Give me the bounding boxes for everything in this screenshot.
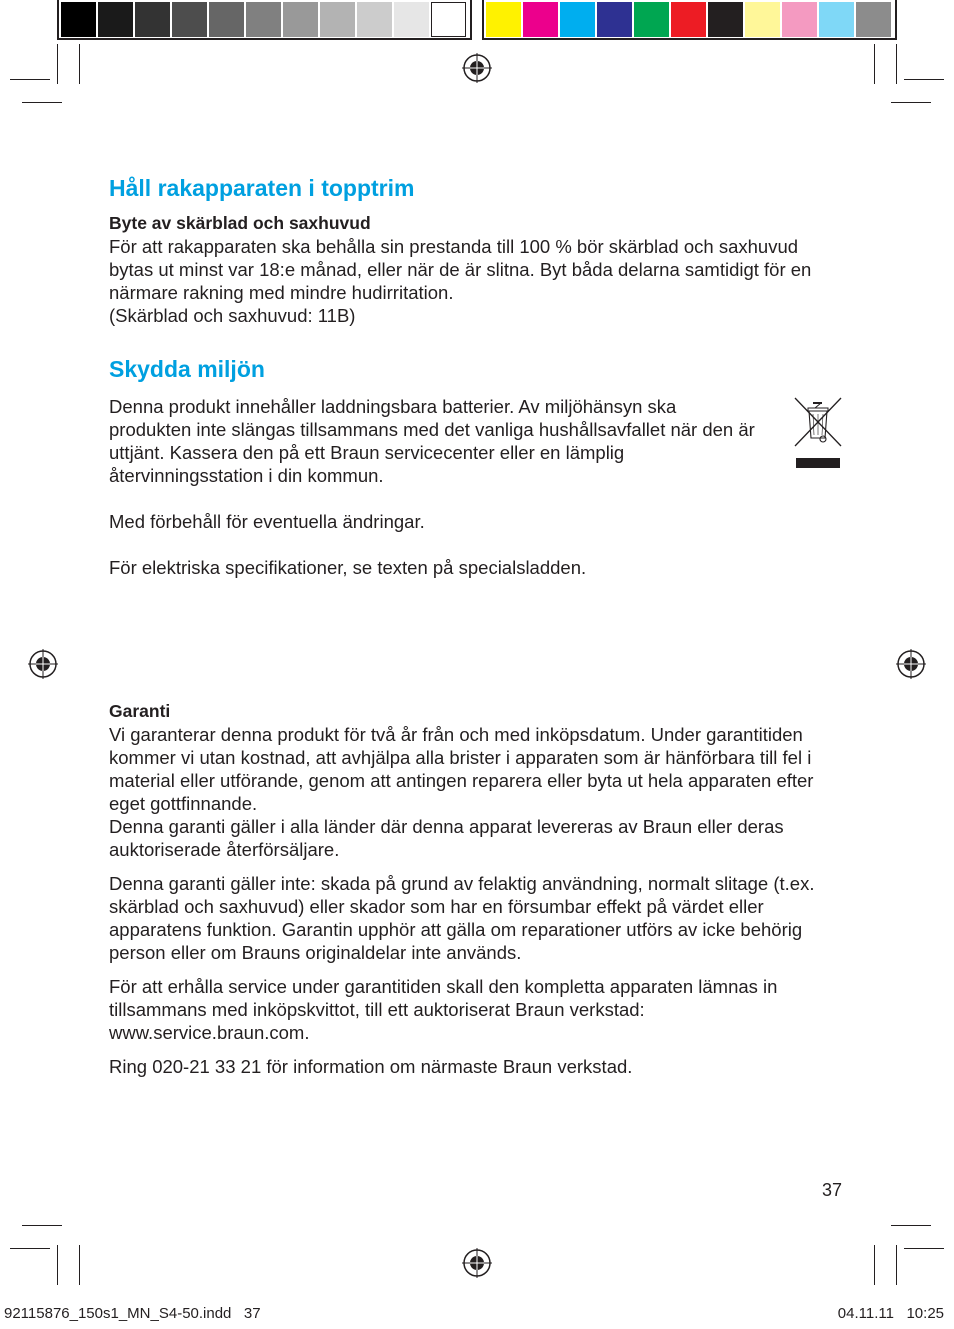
crop-mark [891,102,931,103]
body-text: För att rakapparaten ska behålla sin prestanda till 100 % bör skärblad och saxhuvud bytas ut minst var 18:e månad, eller när de är slitna. Byt båda delarna samtidigt för en närmare rakning med mindre hudirritation. [109,236,812,303]
crop-mark [874,44,875,84]
color-swatch [745,2,780,37]
crop-mark [10,1248,50,1249]
color-swatch [486,2,521,37]
section-heading: Skydda miljön [109,356,265,382]
color-swatch [782,2,817,37]
color-swatch [320,2,355,37]
registration-mark-icon [462,53,492,83]
crop-mark [57,1245,58,1285]
body-text: Denna produkt innehåller laddningsbara batterier. Av miljöhänsyn ska produkten inte slängas tillsammans med det vanliga hushållsavfallet när den är uttjänt. Kassera den på ett Braun servicecenter eller en lämplig återvinningsstation i din kommun. [109,396,755,486]
warranty-paragraph: För att erhålla service under garantitiden skall den kompletta apparaten lämnas in tillsammans med inköpskvittot, till ett auktoriserat Braun verkstad: www.service.braun.com. [109,976,778,1043]
section-trim [109,174,844,327]
crop-mark [79,44,80,84]
color-swatch [61,2,96,37]
grayscale-color-bar [57,0,472,40]
warranty-paragraph: Denna garanti gäller inte: skada på grund av felaktig användning, normalt slitage (t.ex. skärblad och saxhuvud) eller skador som har en försumbar effekt på värdet eller apparatens funktion. Garantin upphör att gälla om reparationer utförs av icke behörig person eller om Brauns originaldelar inte används. [109,873,815,963]
color-swatch [209,2,244,37]
warranty-paragraph: Denna garanti gäller i alla länder där denna apparat levereras av Braun eller deras auktoriserade återförsäljare. [109,816,784,860]
crossed-out-wheelie-bin-icon [793,396,843,470]
color-swatch [597,2,632,37]
color-swatch [819,2,854,37]
section-warranty [109,700,844,1078]
crop-mark [22,102,62,103]
footer-filename: 92115876_150s1_MN_S4-50.indd 37 [4,1305,261,1322]
crop-mark [22,1225,62,1226]
color-swatch [135,2,170,37]
color-swatch [357,2,392,37]
registration-mark-icon [896,649,926,679]
crop-mark [896,44,897,84]
crop-mark [891,1225,931,1226]
color-swatch [708,2,743,37]
crop-mark [79,1245,80,1285]
section-heading: Håll rakapparaten i topptrim [109,175,415,201]
warranty-paragraph: Ring 020-21 33 21 för information om närmaste Braun verkstad. [109,1056,633,1077]
crop-mark [10,79,50,80]
color-swatch [671,2,706,37]
color-swatch [523,2,558,37]
crop-mark [904,1248,944,1249]
color-swatch [98,2,133,37]
crop-mark [57,44,58,84]
footer-timestamp: 04.11.11 10:25 [837,1305,944,1322]
color-swatch [856,2,891,37]
crop-mark [896,1245,897,1285]
reservation-text: Med förbehåll för eventuella ändringar. [109,511,425,532]
registration-mark-icon [462,1248,492,1278]
section-subheading: Garanti [109,701,171,721]
process-color-bar [482,0,897,40]
color-swatch [172,2,207,37]
color-swatch [246,2,281,37]
warranty-paragraph: Vi garanterar denna produkt för två år från och med inköpsdatum. Under garantitiden kommer vi utan kostnad, att avhjälpa alla brister i apparaten som är hänförbara till fel i material eller utförande, genom att antingen reparera eller byta ut hela apparaten efter eget gottfinnande. [109,724,814,814]
section-subheading: Byte av skärblad och saxhuvud [109,213,371,233]
color-swatch [283,2,318,37]
crop-mark [904,79,944,80]
color-swatch [634,2,669,37]
registration-mark-icon [28,649,58,679]
crop-mark [874,1245,875,1285]
color-swatch [560,2,595,37]
electrical-spec-text: För elektriska specifikationer, se texten på specialsladden. [109,557,587,578]
color-swatch [431,2,466,37]
color-swatch [394,2,429,37]
parts-note: (Skärblad och saxhuvud: 11B) [109,305,356,326]
page-number: 37 [822,1180,843,1200]
section-environment [109,355,844,579]
